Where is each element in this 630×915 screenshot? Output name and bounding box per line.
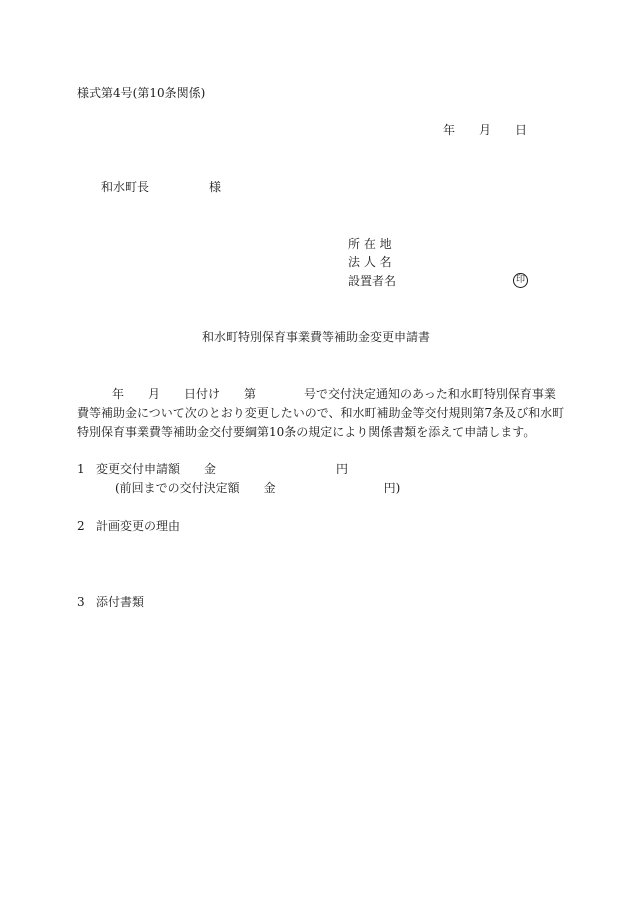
item-1-previous-amount: (前回までの交付決定額 金 円) [115,481,401,495]
item-3-number: 3 [77,595,85,609]
form-number: 様式第4号(第10条関係) [77,86,206,100]
document-title: 和水町特別保育事業費等補助金変更申請書 [202,330,431,344]
body-line-2: 費等補助金について次のとおり変更したいので、和水町補助金等交付規則第7条及び和水町 [77,406,565,420]
addressee: 和水町長 様 [101,180,222,194]
body-paragraph [77,385,565,442]
item-2-label: 計画変更の理由 [96,519,181,533]
founder-name-label: 設置者名 [348,274,397,288]
date-line: 年 月 日 [443,123,528,137]
body-line-3: 特別保育事業費等補助金交付要綱第10条の規定により関係書類を添えて申請します。 [77,425,536,439]
item-2-number: 2 [77,519,85,533]
location-label: 所 在 地 [348,237,392,251]
seal-mark: 印 [513,273,528,288]
item-3-label: 添付書類 [96,595,145,609]
body-line-1: 年 月 日付け 第 号で交付決定通知のあった和水町特別保育事業 [112,387,556,401]
item-1-label: 変更交付申請額 金 円 [96,462,349,476]
corp-name-label: 法 人 名 [348,255,392,269]
item-1-number: 1 [77,462,85,476]
